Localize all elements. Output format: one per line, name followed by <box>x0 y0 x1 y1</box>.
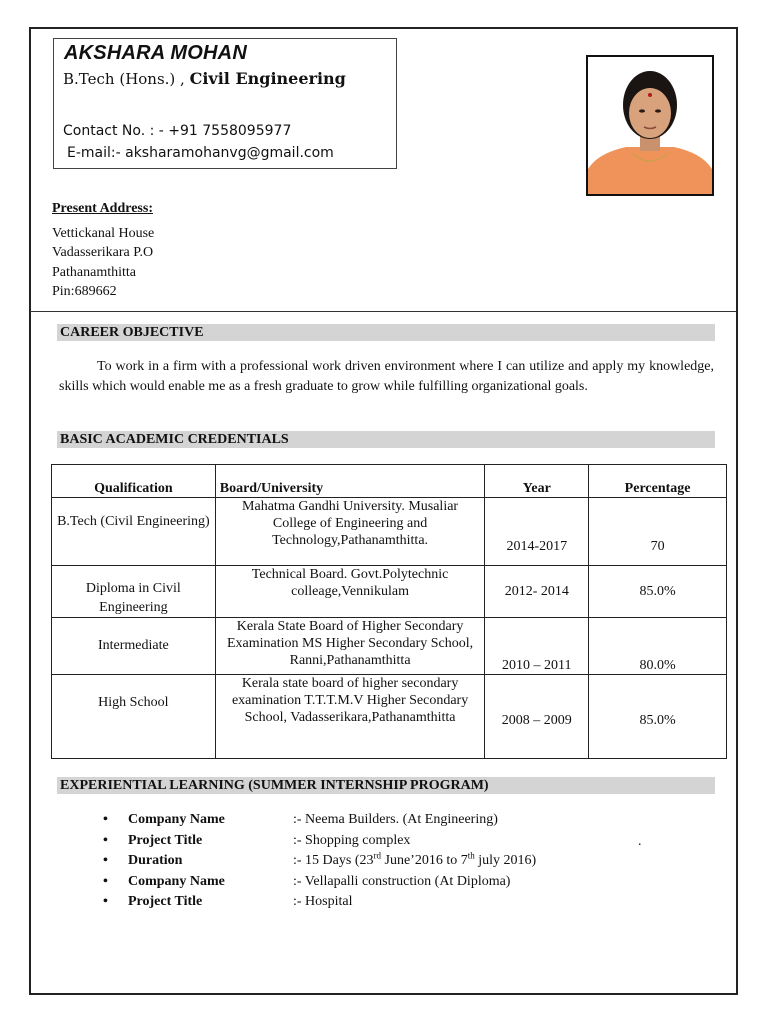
profile-photo-illustration <box>588 57 712 194</box>
table-row <box>52 566 727 618</box>
table-header-row <box>52 465 727 498</box>
item-value: :- Hospital <box>293 894 353 909</box>
item-value: :- Shopping complex <box>293 832 411 848</box>
item-label: Duration <box>128 853 183 868</box>
item-label: Company Name <box>128 873 225 889</box>
column-header: Year <box>485 465 589 498</box>
qualification-cell: Diploma in Civil Engineering <box>52 566 216 618</box>
bullet-icon: • <box>103 832 108 848</box>
year-cell: 2010 – 2011 <box>485 618 589 675</box>
qualification-cell: High School <box>52 675 216 759</box>
item-value <box>293 850 537 869</box>
percentage-cell: 70 <box>589 498 727 566</box>
section-heading-career: CAREER OBJECTIVE <box>57 324 715 341</box>
percentage-cell: 85.0% <box>589 566 727 618</box>
item-value: :- Vellapalli construction (At Diploma) <box>293 873 511 889</box>
degree-prefix: B.Tech (Hons.) , <box>63 70 185 88</box>
profile-photo <box>586 55 714 196</box>
ordinal-suffix: rd <box>373 850 381 861</box>
item-label: Project Title <box>128 832 203 848</box>
duration-start: :- 15 Days (23 <box>293 853 374 868</box>
address-line: Pin:689662 <box>52 284 117 299</box>
duration-end: july 2016) <box>474 853 537 868</box>
column-header: Board/University <box>215 465 485 498</box>
qualification-cell: B.Tech (Civil Engineering) <box>52 498 216 566</box>
duration-middle: June’2016 to 7 <box>381 853 468 868</box>
bullet-icon: • <box>103 812 108 827</box>
bullet-icon: • <box>103 873 108 889</box>
degree <box>63 69 346 88</box>
address-line: Vettickanal House <box>52 226 155 241</box>
table-row <box>52 675 727 759</box>
board-cell: Kerala state board of higher secondary examination T.T.T.M.V Higher Secondary School, Vadasserikara,Pathanamthitta <box>215 675 485 759</box>
board-cell: Mahatma Gandhi University. Musaliar College of Engineering and Technology,Pathanamthitta. <box>215 498 485 566</box>
address-line: Pathanamthitta <box>52 265 136 280</box>
divider <box>30 311 736 312</box>
year-cell: 2014-2017 <box>485 498 589 566</box>
item-label: Project Title <box>128 894 203 909</box>
candidate-name: AKSHARA MOHAN <box>64 42 247 64</box>
percentage-cell: 80.0% <box>589 618 727 675</box>
board-cell: Kerala State Board of Higher Secondary Examination MS Higher Secondary School, Ranni,Pathanamthitta <box>215 618 485 675</box>
career-objective-text: To work in a firm with a professional work driven environment where I can utilize and apply my knowledge, skills which would enable me as a fresh graduate to grow while fulfilling organizational goals. <box>59 359 714 394</box>
year-cell: 2008 – 2009 <box>485 675 589 759</box>
table-row <box>52 498 727 566</box>
year-cell: 2012- 2014 <box>485 566 589 618</box>
bullet-icon: • <box>103 894 108 909</box>
item-value: :- Neema Builders. (At Engineering) <box>293 812 498 827</box>
degree-field: Civil Engineering <box>189 69 346 88</box>
academic-table <box>51 464 727 759</box>
address-title: Present Address: <box>52 201 153 216</box>
board-cell: Technical Board. Govt.Polytechnic colleage,Vennikulam <box>215 566 485 618</box>
section-heading-academic: BASIC ACADEMIC CREDENTIALS <box>57 431 715 448</box>
email-address: E-mail:- aksharamohanvg@gmail.com <box>67 145 334 161</box>
header-box <box>53 38 397 169</box>
item-label: Company Name <box>128 812 225 827</box>
column-header: Percentage <box>589 465 727 498</box>
percentage-cell: 85.0% <box>589 675 727 759</box>
qualification-cell: Intermediate <box>52 618 216 675</box>
table-row <box>52 618 727 675</box>
section-heading-experience: EXPERIENTIAL LEARNING (SUMMER INTERNSHIP PROGRAM) <box>57 777 715 794</box>
ordinal-suffix: th <box>467 850 475 861</box>
bullet-icon: • <box>103 853 108 868</box>
contact-number: Contact No. : - +91 7558095977 <box>63 123 292 139</box>
column-header: Qualification <box>52 465 216 498</box>
address-line: Vadasserikara P.O <box>52 245 154 260</box>
stray-mark: . <box>638 834 642 849</box>
